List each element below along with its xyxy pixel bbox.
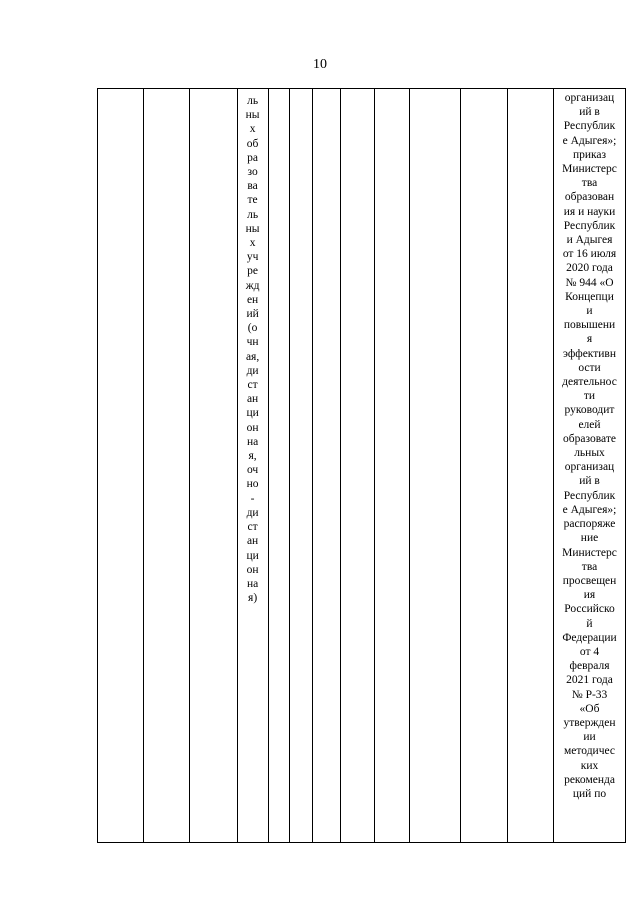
cell-text-line: организац xyxy=(564,92,615,104)
cell-text-line: уч xyxy=(246,251,259,264)
cell-text-line: ние xyxy=(580,532,599,545)
cell-text-line: ких xyxy=(580,759,599,772)
cell-text-line: Республик xyxy=(563,489,616,502)
cell-text-line: ая, xyxy=(245,350,260,363)
cell-text-line: «Об xyxy=(579,702,600,715)
cell-text-line: утвержден xyxy=(563,716,616,729)
cell-text-line: ций по xyxy=(572,787,607,800)
cell-text-line: от 16 июля xyxy=(562,248,617,261)
table-cell-9 xyxy=(375,89,410,843)
cell-text-line: ны xyxy=(245,222,260,235)
cell-text-line: жд xyxy=(245,279,260,292)
page-number: 10 xyxy=(313,57,327,72)
cell-text-line: от 4 xyxy=(579,645,600,658)
cell-text-line: ии xyxy=(583,731,596,744)
cell-text-line: ст xyxy=(247,379,258,392)
cell-text-line: ий xyxy=(246,308,259,321)
cell-text-line: и Адыгея xyxy=(566,234,613,247)
table-cell-2 xyxy=(144,89,190,843)
cell-text-line: Концепци xyxy=(565,290,614,303)
table-row xyxy=(98,89,626,843)
cell-text-line: рекоменда xyxy=(564,773,615,786)
cell-text-line: февраля xyxy=(569,660,610,673)
table-cell-10 xyxy=(410,89,460,843)
cell-text-line: ре xyxy=(247,265,259,278)
cell-text-line: тва xyxy=(581,560,598,573)
cell-text-line: ль xyxy=(247,95,259,107)
cell-text-line: он xyxy=(246,563,259,576)
cell-text-line: Российско xyxy=(564,603,615,616)
table-cell-6 xyxy=(290,89,313,843)
cell-text-line: повышени xyxy=(563,319,616,332)
cell-text-line: и xyxy=(586,305,593,318)
cell-text-line: я, xyxy=(248,450,257,463)
cell-text-line: елей xyxy=(578,418,601,431)
cell-text-line: распоряже xyxy=(563,518,616,531)
table-cell-8 xyxy=(341,89,375,843)
cell-text-line: Министерс xyxy=(562,163,617,176)
cell-text-line: 2021 года xyxy=(566,674,613,687)
cell-text-line: оч xyxy=(246,464,259,477)
cell-text-line: ен xyxy=(246,293,259,306)
cell-text-line: образовате xyxy=(563,432,616,445)
cell-text-line: чн xyxy=(246,336,259,349)
cell-text-line: х xyxy=(249,237,256,250)
cell-text-line: Федерации xyxy=(562,631,617,644)
cell-text-line: просвещен xyxy=(562,574,617,587)
cell-text-line: Республик xyxy=(563,120,616,133)
cell-text-line: ди xyxy=(246,364,259,377)
cell-text-line: деятельнос xyxy=(562,376,617,389)
cell-text-line: приказ xyxy=(572,148,607,161)
table-cell-7 xyxy=(312,89,341,843)
cell-text-line: - xyxy=(250,492,255,505)
cell-text-line: организац xyxy=(564,461,615,474)
cell-text-line: ти xyxy=(583,390,596,403)
cell-text-line: е Адыгея»; xyxy=(562,503,617,516)
cell-text-line: й xyxy=(586,617,593,630)
table-cell-12 xyxy=(507,89,553,843)
table-cell-1 xyxy=(98,89,144,843)
cell-text-line: методичес xyxy=(564,745,615,758)
cell-text-line: образован xyxy=(564,191,615,204)
cell-text-line: ва xyxy=(247,180,258,193)
cell-text-line: об xyxy=(246,137,259,150)
cell-text-line: ст xyxy=(247,521,258,534)
cell-text-line: ди xyxy=(246,506,259,519)
cell-text-line: ан xyxy=(246,535,259,548)
cell-text-line: на xyxy=(246,435,259,448)
cell-text-line: № Р-33 xyxy=(571,688,608,701)
cell-text-line: ости xyxy=(578,361,601,374)
table-cell-11 xyxy=(460,89,507,843)
cell-text-line: ий в xyxy=(579,475,600,488)
table-cell-4 xyxy=(237,89,268,843)
cell-text-line: ия xyxy=(583,589,596,602)
col4-text xyxy=(238,94,268,605)
cell-text-line: 2020 года xyxy=(566,262,613,275)
col13-text xyxy=(554,91,625,801)
cell-text-line: ль xyxy=(247,208,259,221)
cell-text-line: ра xyxy=(247,151,259,164)
cell-text-line: но xyxy=(246,478,259,491)
table-cell-3 xyxy=(190,89,237,843)
table-cell-5 xyxy=(268,89,290,843)
cell-text-line: ия и науки xyxy=(563,205,616,218)
cell-text-line: на xyxy=(246,577,259,590)
cell-text-line: зо xyxy=(247,166,258,179)
cell-text-line: он xyxy=(246,421,259,434)
cell-text-line: Министерс xyxy=(562,546,617,559)
cell-text-line: х xyxy=(249,123,256,136)
cell-text-line: ан xyxy=(246,393,259,406)
cell-text-line: те xyxy=(247,194,258,207)
table-cell-13 xyxy=(554,89,626,843)
cell-text-line: льных xyxy=(574,447,605,460)
cell-text-line: е Адыгея»; xyxy=(562,134,617,147)
cell-text-line: (о xyxy=(247,322,258,335)
cell-text-line: руководит xyxy=(564,404,615,417)
cell-text-line: тва xyxy=(581,177,598,190)
cell-text-line: Республик xyxy=(563,219,616,232)
cell-text-line: я xyxy=(586,333,593,346)
cell-text-line: ци xyxy=(246,549,259,562)
cell-text-line: ны xyxy=(245,109,260,122)
document-table xyxy=(97,88,626,843)
cell-text-line: я) xyxy=(248,592,258,605)
cell-text-line: ий в xyxy=(579,106,600,119)
cell-text-line: ци xyxy=(246,407,259,420)
cell-text-line: эффективн xyxy=(563,347,617,360)
cell-text-line: № 944 «О xyxy=(565,276,614,289)
